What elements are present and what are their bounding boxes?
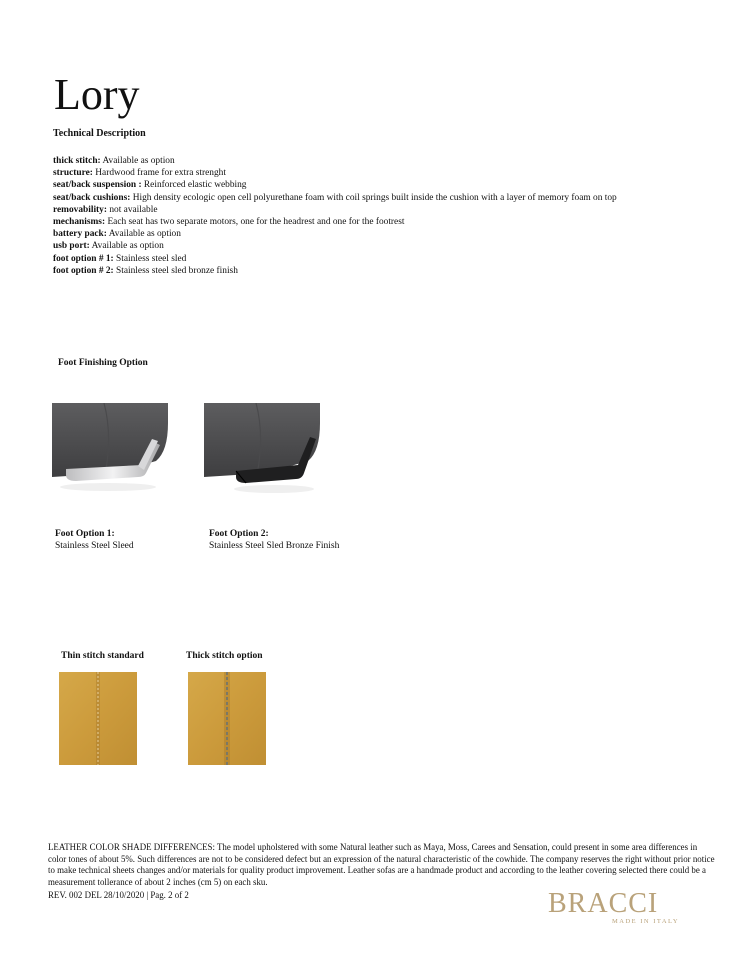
spec-value: Reinforced elastic webbing (143, 180, 247, 191)
spec-label: foot option # 1: (53, 253, 114, 264)
foot-option-2-caption (209, 528, 339, 552)
thin-stitch-heading: Thin stitch standard (61, 651, 144, 661)
spec-row-removability (53, 204, 733, 216)
spec-row-cushions (53, 192, 733, 204)
spec-value: Available as option (91, 241, 164, 252)
thin-stitch-swatch (59, 672, 137, 765)
leather-disclaimer: LEATHER COLOR SHADE DIFFERENCES: The model upholstered with some Natural leather such as Maya, Moss, Carees and Sensation, could present in some area differences in color tones of about 5%. Such differences are not to be considered defect but an expression of the natural characteristic of the cowhide. The company reserves the right without prior notice to make technical sheets changes and/or materials for quality product improvement. Leather sofas are a handmade product and according to the leather covering selected there could be a measurement tollerance of about 2 inches (cm 5) on each sku. (48, 842, 715, 887)
spec-label: thick stitch: (53, 156, 101, 166)
foot-option-1-image (52, 403, 168, 505)
spec-value: Stainless steel sled (116, 253, 187, 264)
brand-tagline: MADE IN ITALY (612, 918, 680, 925)
spec-row-foot-2 (53, 265, 733, 277)
foot-section-heading: Foot Finishing Option (58, 358, 148, 368)
spec-row-suspension (53, 179, 733, 191)
foot-option-2-title: Foot Option 2: (209, 529, 269, 539)
thick-stitch-heading: Thick stitch option (186, 651, 263, 661)
thick-stitch-swatch (188, 672, 266, 765)
spec-label: usb port: (53, 241, 90, 252)
foot-option-1-title: Foot Option 1: (55, 529, 115, 539)
spec-label: seat/back cushions: (53, 192, 131, 203)
spec-row-usb (53, 240, 733, 252)
spec-row-foot-1 (53, 253, 733, 265)
spec-label: structure: (53, 168, 93, 179)
spec-label: removability: (53, 204, 107, 215)
foot-option-2-desc: Stainless Steel Sled Bronze Finish (209, 541, 340, 551)
spec-value: Hardwood frame for extra strenght (95, 168, 226, 179)
spec-row-battery (53, 228, 733, 240)
spec-row-structure (53, 167, 733, 179)
spec-value: Each seat has two separate motors, one for the headrest and one for the footrest (107, 217, 405, 228)
spec-value: Available as option (102, 156, 175, 166)
spec-value: Available as option (108, 229, 181, 240)
spec-list (53, 155, 733, 277)
revision-page-info: REV. 002 DEL 28/10/2020 | Pag. 2 of 2 (48, 890, 189, 900)
spec-row-thick-stitch (53, 155, 733, 167)
spec-label: seat/back suspension : (53, 180, 142, 191)
foot-option-1-desc: Stainless Steel Sleed (55, 541, 134, 551)
spec-row-mechanisms (53, 216, 733, 228)
spec-value: not available (109, 204, 158, 215)
spec-value: High density ecologic open cell polyurethane foam with coil springs built inside the cushion with a layer of memory foam on top (132, 192, 617, 203)
spec-label: foot option # 2: (53, 265, 114, 276)
brand-wordmark: BRACCI (548, 888, 659, 919)
foot-option-1-caption (55, 528, 134, 552)
spec-value: Stainless steel sled bronze finish (116, 265, 238, 276)
bracci-logo (548, 886, 708, 926)
spec-label: battery pack: (53, 229, 107, 240)
section-subtitle: Technical Description (53, 128, 146, 139)
spec-label: mechanisms: (53, 217, 106, 228)
page-title: Lory (54, 70, 140, 119)
foot-option-2-image (204, 403, 320, 505)
